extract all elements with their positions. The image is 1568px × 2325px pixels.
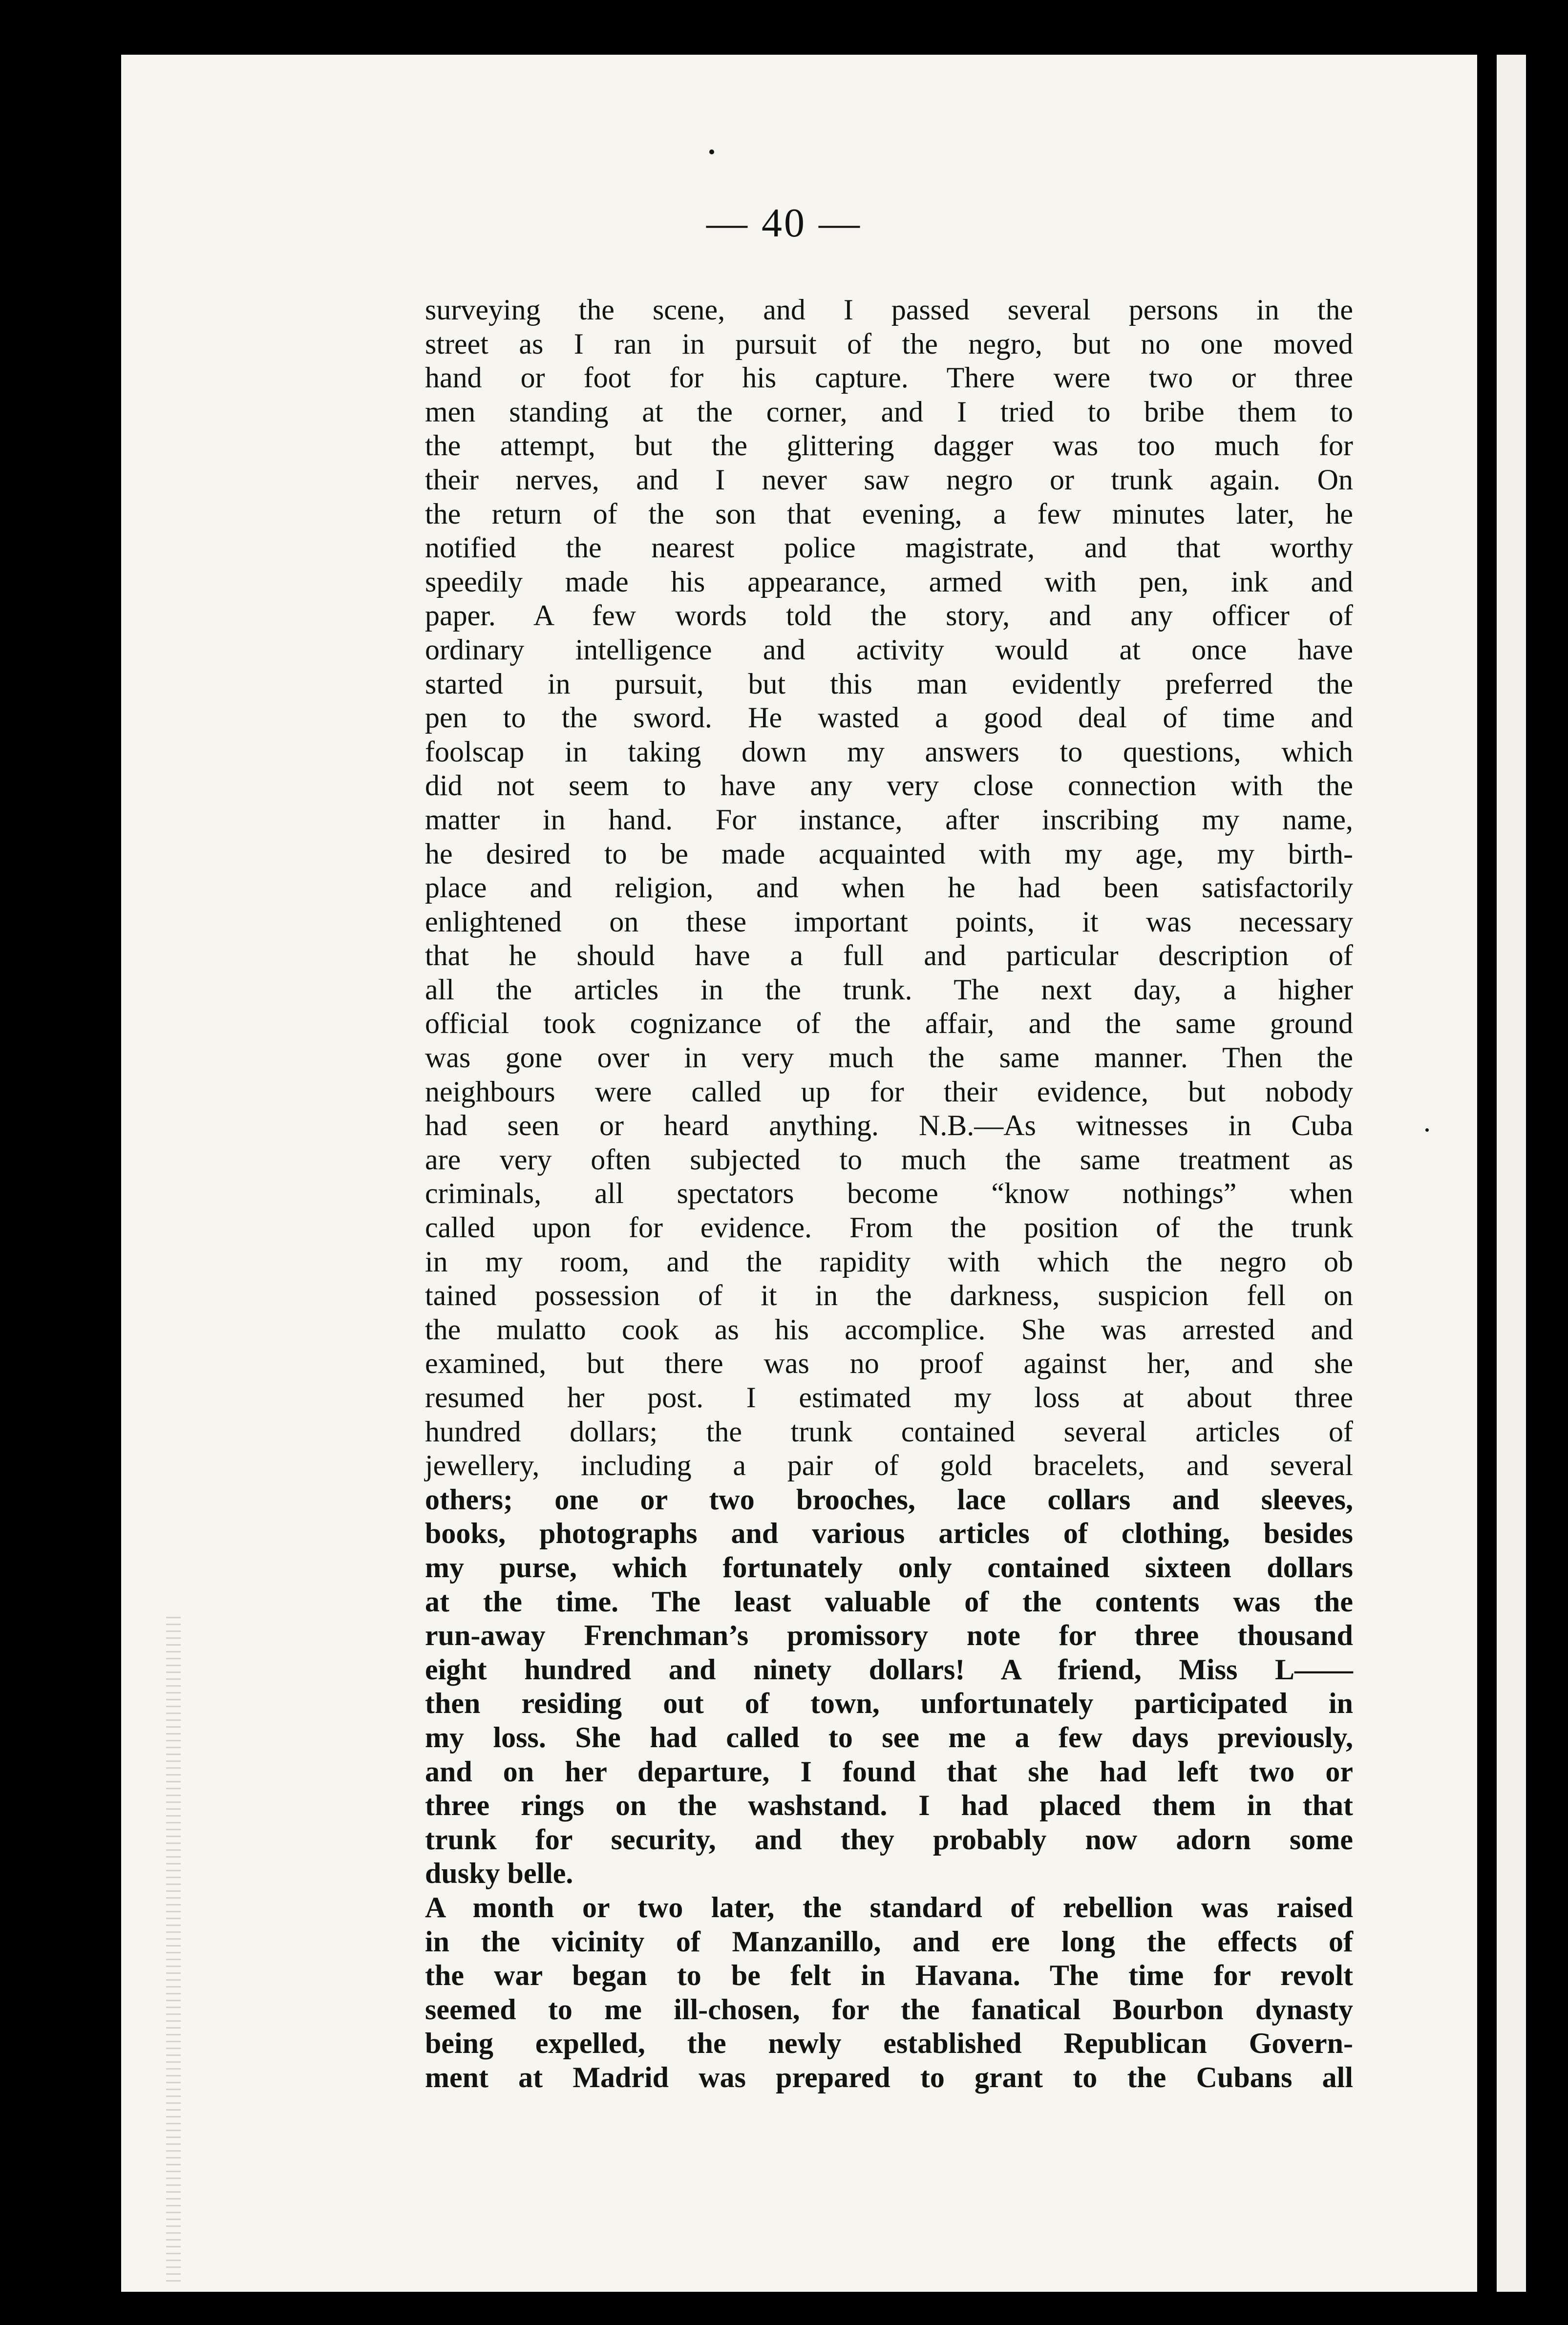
text-line: place and religion, and when he had been satisfactorily [425, 871, 1353, 904]
text-line: had seen or heard anything. N.B.—As witnesses in Cuba [425, 1109, 1353, 1142]
text-line: in my room, and the rapidity with which the negro ob [425, 1245, 1353, 1278]
text-line: that he should have a full and particular description of [425, 939, 1353, 972]
text-line: in the vicinity of Manzanillo, and ere long the effects of [425, 1925, 1353, 1958]
body-text [425, 293, 1353, 2094]
ink-speck [1425, 1128, 1429, 1132]
text-line: their nerves, and I never saw negro or trunk again. On [425, 463, 1353, 496]
text-line: did not seem to have any very close connection with the [425, 769, 1353, 802]
text-line: pen to the sword. He wasted a good deal of time and [425, 701, 1353, 734]
text-line: the attempt, but the glittering dagger was too much for [425, 429, 1353, 462]
text-line: at the time. The least valuable of the contents was the [425, 1585, 1353, 1618]
text-line: ment at Madrid was prepared to grant to the Cubans all [425, 2061, 1353, 2093]
text-line: was gone over in very much the same manner. Then the [425, 1041, 1353, 1074]
text-line: criminals, all spectators become “know nothings” when [425, 1177, 1353, 1210]
text-line: matter in hand. For instance, after inscribing my name, [425, 803, 1353, 836]
text-line: run-away Frenchman’s promissory note for three thousand [425, 1619, 1353, 1652]
ink-speck [709, 149, 714, 154]
text-line: A month or two later, the standard of rebellion was raised [425, 1891, 1353, 1923]
text-line: called upon for evidence. From the position of the trunk [425, 1211, 1353, 1244]
text-line: he desired to be made acquainted with my age, my birth- [425, 837, 1353, 870]
text-line: seemed to me ill-chosen, for the fanatical Bourbon dynasty [425, 1993, 1353, 2026]
text-line: foolscap in taking down my answers to questions, which [425, 735, 1353, 768]
text-line: trunk for security, and they probably now adorn some [425, 1823, 1353, 1856]
text-line: then residing out of town, unfortunately participated in [425, 1687, 1353, 1720]
text-line: the mulatto cook as his accomplice. She was arrested and [425, 1313, 1353, 1346]
text-line: and on her departure, I found that she had left two or [425, 1755, 1353, 1788]
text-line: hand or foot for his capture. There were two or three [425, 361, 1353, 394]
text-line: tained possession of it in the darkness, suspicion fell on [425, 1279, 1353, 1312]
text-line: the return of the son that evening, a few minutes later, he [425, 497, 1353, 530]
text-line: official took cognizance of the affair, and the same ground [425, 1007, 1353, 1040]
text-line: hundred dollars; the trunk contained several articles of [425, 1415, 1353, 1448]
text-line: notified the nearest police magistrate, and that worthy [425, 531, 1353, 564]
text-line: three rings on the washstand. I had placed them in that [425, 1789, 1353, 1822]
text-line: books, photographs and various articles of clothing, besides [425, 1517, 1353, 1550]
text-line: street as I ran in pursuit of the negro, but no one moved [425, 327, 1353, 360]
text-line: ordinary intelligence and activity would at once have [425, 633, 1353, 666]
text-line: neighbours were called up for their evidence, but nobody [425, 1075, 1353, 1108]
text-line: men standing at the corner, and I tried to bribe them to [425, 395, 1353, 428]
text-line: started in pursuit, but this man evidently preferred the [425, 667, 1353, 700]
page-number: — 40 — [706, 200, 862, 246]
text-line: examined, but there was no proof against her, and she [425, 1347, 1353, 1380]
text-line: eight hundred and ninety dollars! A friend, Miss L—— [425, 1653, 1353, 1686]
text-line: resumed her post. I estimated my loss at about three [425, 1381, 1353, 1414]
text-line: are very often subjected to much the same treatment as [425, 1143, 1353, 1176]
text-line: dusky belle. [425, 1857, 573, 1890]
text-line: others; one or two brooches, lace collars and sleeves, [425, 1483, 1353, 1516]
text-line: my purse, which fortunately only contained sixteen dollars [425, 1551, 1353, 1584]
text-line: the war began to be felt in Havana. The time for revolt [425, 1959, 1353, 1992]
text-line: surveying the scene, and I passed several persons in the [425, 294, 1353, 326]
text-line: being expelled, the newly established Republican Govern- [425, 2027, 1353, 2060]
binding-edge-marks [166, 1612, 181, 2286]
text-line: paper. A few words told the story, and any officer of [425, 599, 1353, 632]
text-line: enlightened on these important points, it was necessary [425, 905, 1353, 938]
text-line: jewellery, including a pair of gold bracelets, and several [425, 1449, 1353, 1482]
text-line: my loss. She had called to see me a few days previously, [425, 1721, 1353, 1754]
text-line: all the articles in the trunk. The next day, a higher [425, 973, 1353, 1006]
facing-page-edge [1497, 55, 1526, 2292]
text-line: speedily made his appearance, armed with pen, ink and [425, 565, 1353, 598]
